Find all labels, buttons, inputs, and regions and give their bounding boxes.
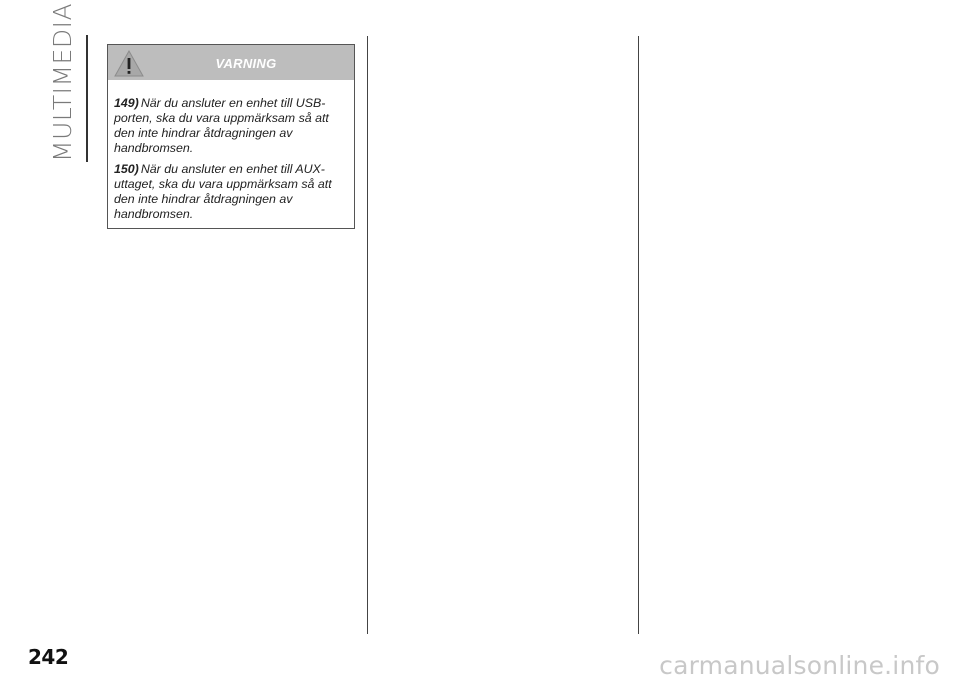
- column-divider-2: [638, 36, 639, 634]
- note-text: När du ansluter en enhet till AUX-uttaget, ska du vara uppmärksam så att den inte hindrar åtdragningen av handbromsen.: [114, 162, 332, 221]
- warning-header: [108, 45, 354, 80]
- note-number: 150): [114, 162, 139, 176]
- warning-body: [108, 80, 354, 222]
- section-title: MULTIMEDIA: [48, 2, 77, 162]
- section-divider: [86, 35, 88, 162]
- watermark: carmanualsonline.info: [659, 651, 940, 680]
- warning-note: [114, 96, 346, 156]
- note-text: När du ansluter en enhet till USB-porten, ska du vara uppmärksam så att den inte hindrar åtdragningen av handbromsen.: [114, 96, 329, 155]
- column-divider-1: [367, 36, 368, 634]
- page-number: 242: [28, 645, 69, 669]
- warning-title: VARNING: [215, 56, 277, 71]
- note-number: 149): [114, 96, 139, 110]
- warning-box: [107, 44, 355, 229]
- warning-note: [114, 162, 346, 222]
